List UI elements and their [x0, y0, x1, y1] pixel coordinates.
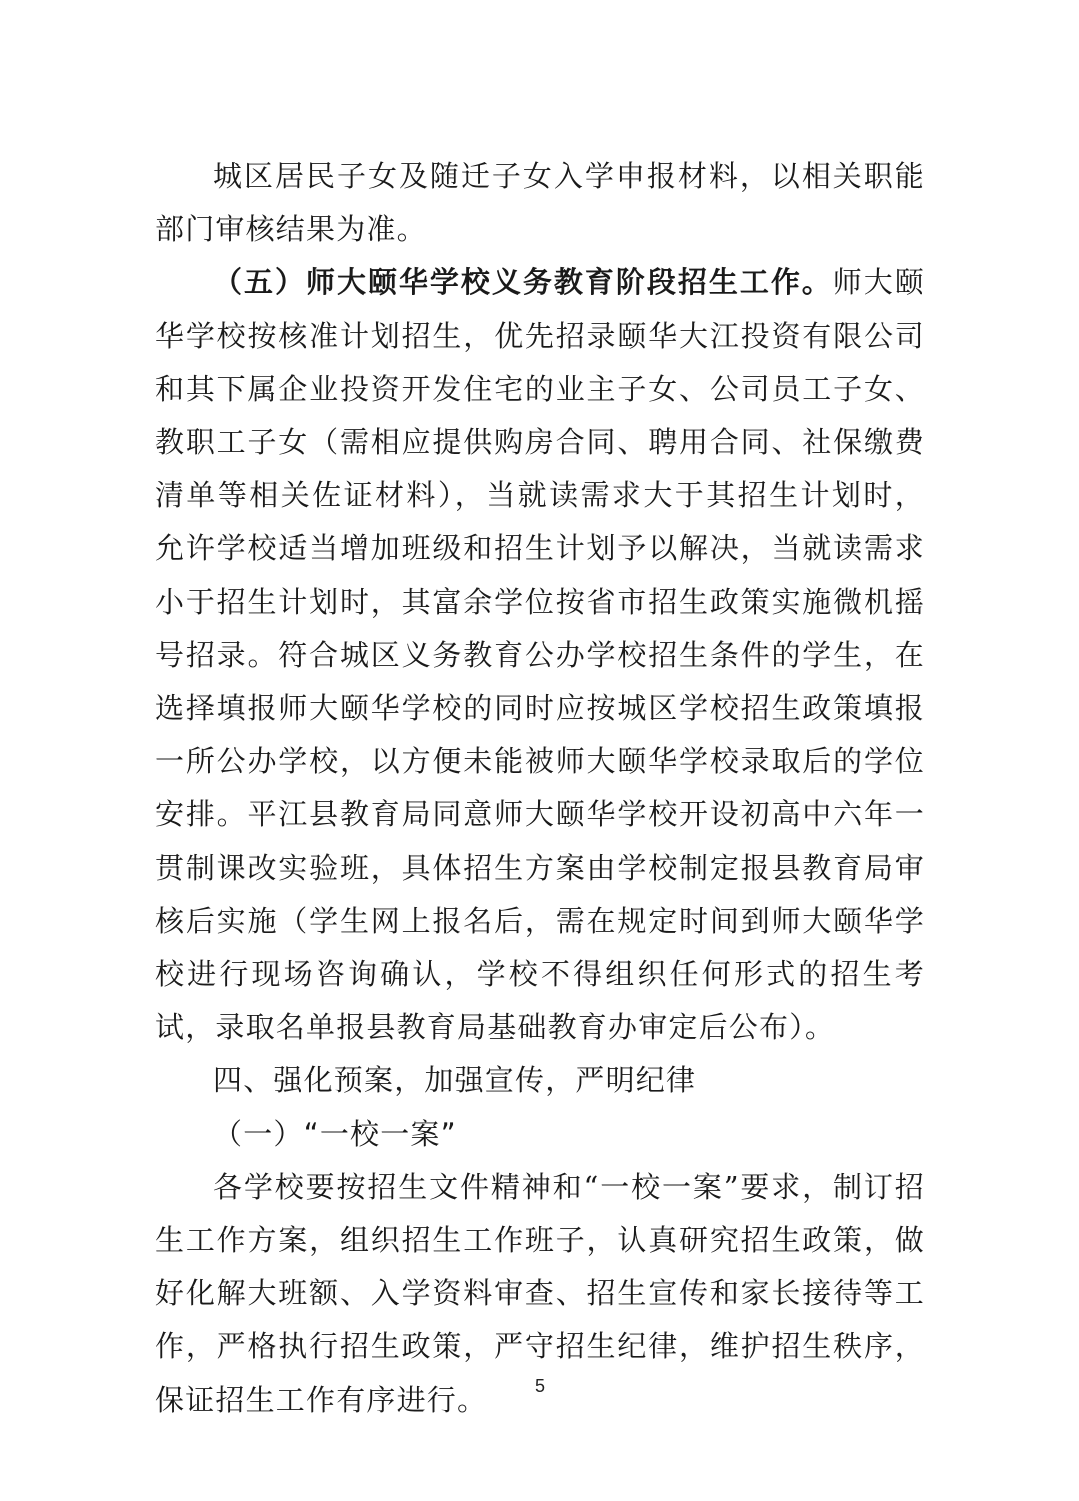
- paragraph-shida-yihua-enrollment: [155, 256, 925, 1054]
- document-body: [155, 150, 925, 1427]
- paragraph-lead-heading: （五）师大颐华学校义务教育阶段招生工作。: [213, 265, 833, 300]
- paragraph-one-school-one-plan: 各学校要按招生文件精神和“一校一案”要求，制订招生工作方案，组织招生工作班子，认真研究招生政策，做好化解大班额、入学资料审查、招生宣传和家长接待等工作，严格执行招生政策，严守招生纪律，维护招生秩序，保证招生工作有序进行。: [155, 1169, 925, 1417]
- subsection-heading: （一）“一校一案”: [213, 1116, 457, 1151]
- paragraph-application-materials: 城区居民子女及随迁子女入学申报材料，以相关职能部门审核结果为准。: [155, 159, 925, 247]
- paragraph-body-text: 师大颐华学校按核准计划招生，优先招录颐华大江投资有限公司和其下属企业投资开发住宅的业主子女、公司员工子女、教职工子女（需相应提供购房合同、聘用合同、社保缴费清单等相关佐证材料），当就读需求大于其招生计划时，允许学校适当增加班级和招生计划予以解决，当就读需求小于招生计划时，其富余学位按省市招生政策实施微机摇号招录。符合城区义务教育公办学校招生条件的学生，在选择填报师大颐华学校的同时应按城区学校招生政策填报一所公办学校，以方便未能被师大颐华学校录取后的学位安排。平江县教育局同意师大颐华学校开设初高中六年一贯制课改实验班，具体招生方案由学校制定报县教育局审核后实施（学生网上报名后，需在规定时间到师大颐华学校进行现场咨询确认，学校不得组织任何形式的招生考试，录取名单报县教育局基础教育办审定后公布）。: [155, 265, 925, 1045]
- page-number: 5: [534, 1376, 545, 1396]
- section-heading: 四、强化预案，加强宣传，严明纪律: [213, 1063, 697, 1098]
